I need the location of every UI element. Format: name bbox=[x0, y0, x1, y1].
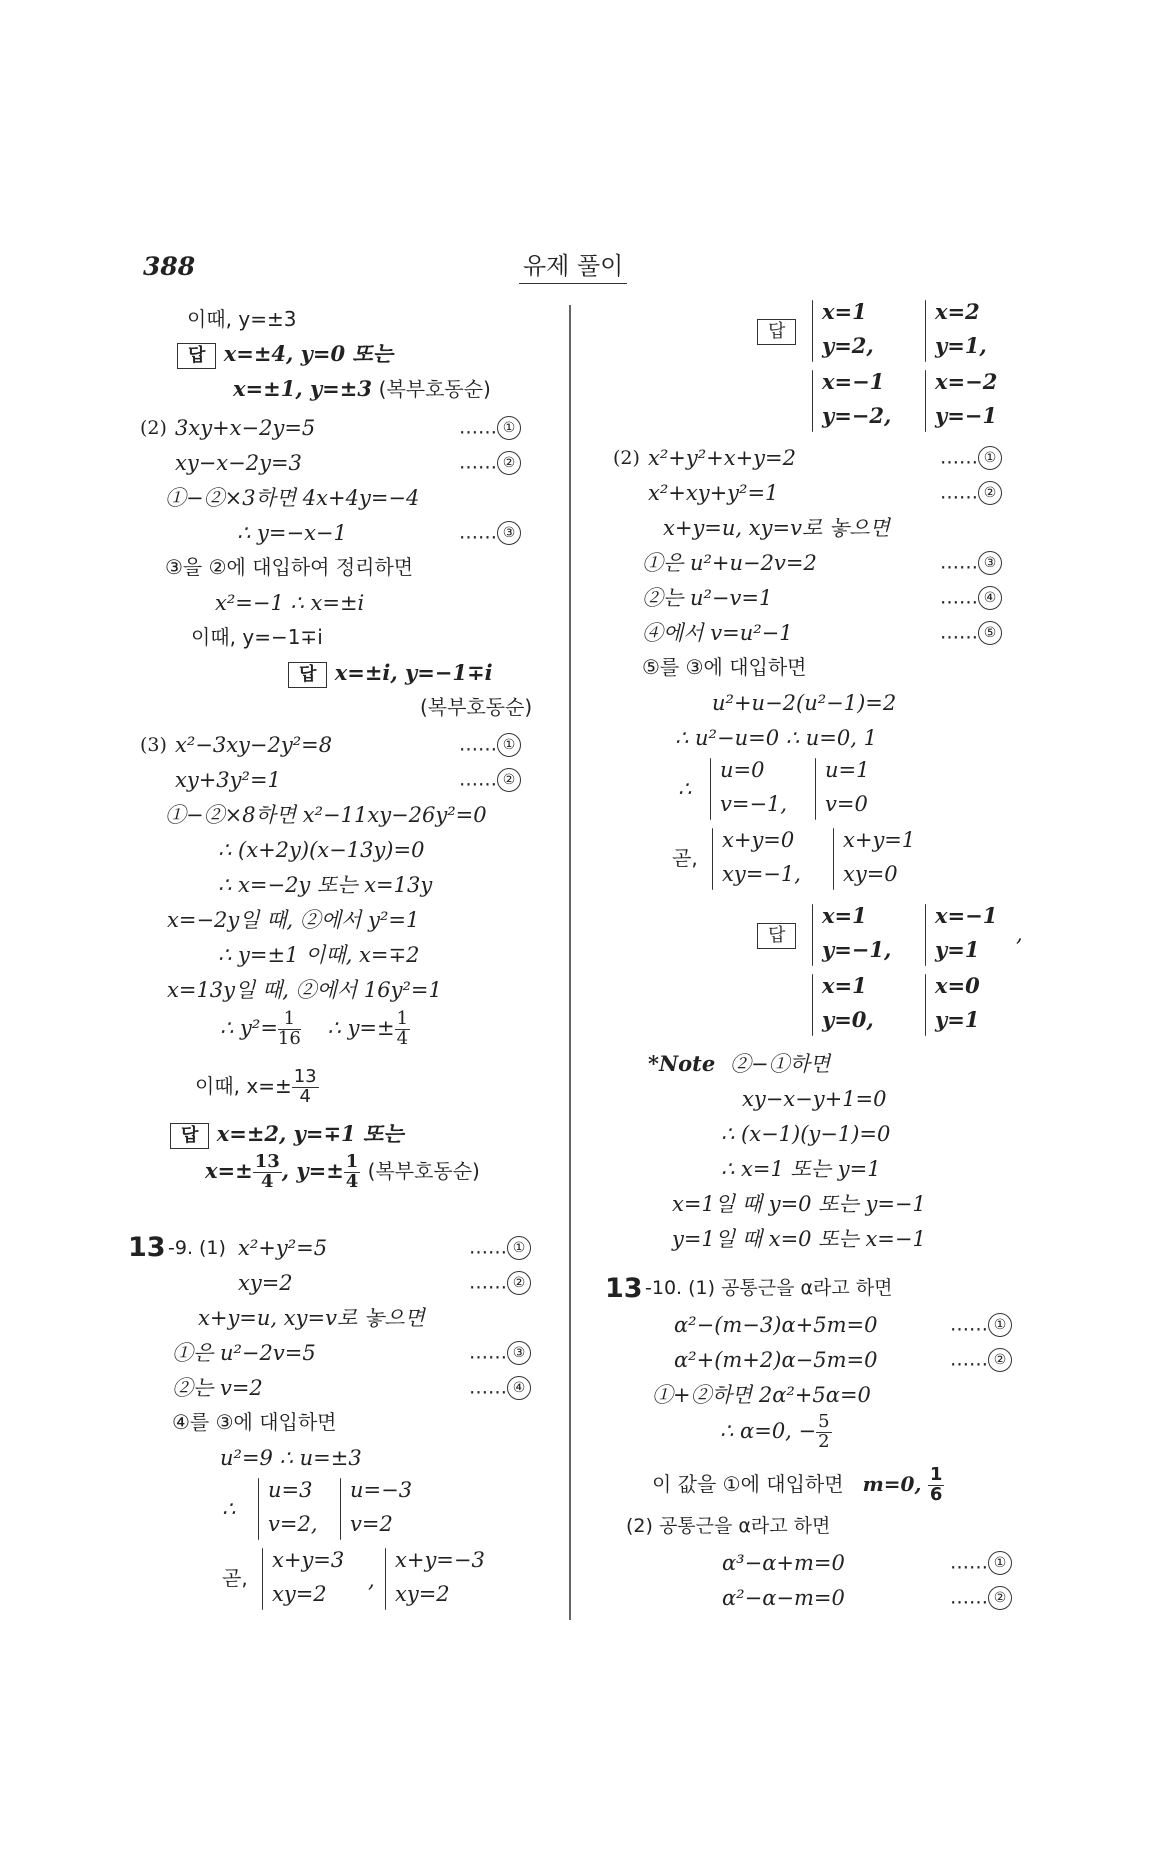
answer-text: x=±1, y=±3 bbox=[233, 376, 372, 401]
eq-tag: …… ② bbox=[459, 451, 521, 475]
line: 곧, bbox=[672, 846, 698, 870]
answer-text: x=±4, y=0 또는 bbox=[223, 341, 393, 366]
equation: x²=−1 ∴ x=±i bbox=[215, 591, 365, 615]
fraction: $\frac{13}{4}$ bbox=[293, 1066, 317, 1107]
comma: , bbox=[368, 1568, 375, 1592]
fraction: $\frac{1}{6}$ bbox=[929, 1464, 943, 1505]
brace bbox=[812, 904, 813, 966]
answer-badge: 답 bbox=[757, 923, 796, 949]
circle-2-icon: ② bbox=[497, 451, 521, 475]
column-divider bbox=[569, 305, 571, 1620]
equation: α²−α−m=0 bbox=[722, 1586, 845, 1610]
equation: 이 값을 ①에 대입하면 m=0, $\frac{1}{6}$ bbox=[652, 1464, 943, 1505]
equation: x²+y²+x+y=2 bbox=[648, 446, 796, 470]
eq-tag: …… ② bbox=[950, 1348, 1012, 1372]
equation: ∴ y=±1 이때, x=∓2 bbox=[218, 943, 420, 967]
circle-4-icon: ④ bbox=[507, 1376, 531, 1400]
equation: ∴ y²= $\frac{1}{16}$ ∴ y=± $\frac{1}{4}$ bbox=[220, 1008, 409, 1049]
circle-1-icon: ① bbox=[497, 733, 521, 757]
system-line: x=−1 bbox=[935, 903, 998, 928]
system-line: xy=2 bbox=[395, 1582, 450, 1606]
brace bbox=[925, 974, 926, 1036]
answer-badge: 답 bbox=[177, 343, 216, 369]
brace bbox=[258, 1478, 259, 1540]
circle-2-icon: ② bbox=[988, 1586, 1012, 1610]
therefore-sign: ∴ bbox=[678, 777, 692, 801]
answer-line bbox=[170, 1122, 404, 1149]
eq-tag: …… ① bbox=[459, 416, 521, 440]
problem-number: 13 bbox=[128, 1232, 166, 1263]
line: ⑤를 ③에 대입하면 bbox=[642, 655, 807, 679]
problem-sub: -9. (1) bbox=[168, 1237, 226, 1259]
equation: ①은 u²+u−2v=2 bbox=[642, 551, 817, 575]
system-line: u=3 bbox=[268, 1478, 313, 1502]
brace bbox=[262, 1548, 263, 1610]
circle-2-icon: ② bbox=[507, 1271, 531, 1295]
line: ④를 ③에 대입하면 bbox=[172, 1410, 337, 1434]
brace bbox=[340, 1478, 341, 1540]
equation: ∴ x=1 또는 y=1 bbox=[721, 1157, 881, 1181]
equation: ①은 u²−2v=5 bbox=[172, 1341, 316, 1365]
fraction: $\frac{1}{4}$ bbox=[345, 1151, 359, 1192]
note-label: *Note bbox=[648, 1051, 716, 1076]
equation: ∴ (x−1)(y−1)=0 bbox=[721, 1122, 891, 1146]
fraction: $\frac{13}{4}$ bbox=[254, 1151, 280, 1192]
therefore-sign: ∴ bbox=[222, 1497, 236, 1521]
equation: ∴ y=−x−1 bbox=[237, 521, 347, 545]
circle-1-icon: ① bbox=[978, 446, 1002, 470]
part-label: (2) bbox=[140, 417, 167, 439]
page-number: 388 bbox=[143, 252, 196, 281]
answer-line bbox=[177, 342, 393, 369]
equation: u²=9 ∴ u=±3 bbox=[220, 1446, 362, 1470]
answer-badge: 답 bbox=[288, 662, 327, 688]
equation: ①−②×8하면 x²−11xy−26y²=0 bbox=[165, 803, 487, 827]
equation: x²−3xy−2y²=8 bbox=[175, 733, 333, 757]
eq-tag: …… ⑤ bbox=[940, 621, 1002, 645]
eq-tag: …… ② bbox=[469, 1271, 531, 1295]
circle-3-icon: ③ bbox=[497, 521, 521, 545]
brace bbox=[812, 370, 813, 432]
equation: α²−(m−3)α+5m=0 bbox=[674, 1313, 878, 1337]
problem-number: 13 bbox=[605, 1273, 643, 1304]
system-line: xy=0 bbox=[843, 862, 898, 886]
system-line: v=2, bbox=[268, 1512, 318, 1536]
brace bbox=[385, 1548, 386, 1610]
system-line: xy=−1, bbox=[722, 862, 801, 886]
equation: ∴ u²−u=0 ∴ u=0, 1 bbox=[675, 726, 877, 750]
brace bbox=[812, 974, 813, 1036]
note-text: (복부호동순) bbox=[420, 695, 533, 719]
equation: 이때, x=± $\frac{13}{4}$ bbox=[195, 1066, 317, 1107]
equation: x²+xy+y²=1 bbox=[648, 481, 779, 505]
part-label: (3) bbox=[140, 734, 167, 756]
system-line: y=1 bbox=[935, 1007, 980, 1032]
circle-4-icon: ④ bbox=[978, 586, 1002, 610]
system-line: x=−1 bbox=[822, 369, 885, 394]
eq-tag: …… ② bbox=[950, 1586, 1012, 1610]
equation: ④에서 v=u²−1 bbox=[642, 621, 793, 645]
eq-tag: …… ③ bbox=[940, 551, 1002, 575]
eq-tag: …… ④ bbox=[940, 586, 1002, 610]
answer-line bbox=[288, 661, 493, 688]
fraction: $\frac{1}{16}$ bbox=[277, 1008, 301, 1049]
brace bbox=[712, 828, 713, 890]
answer-line: x=± $\frac{13}{4}$ , y=± $\frac{1}{4}$ (복부호동순) bbox=[205, 1151, 480, 1192]
answer-text: x=±2, y=∓1 또는 bbox=[216, 1121, 404, 1146]
fraction: $\frac{5}{2}$ bbox=[818, 1411, 830, 1452]
brace bbox=[815, 758, 816, 820]
equation: xy+3y²=1 bbox=[175, 768, 281, 792]
equation: x=1일 때 y=0 또는 y=−1 bbox=[672, 1192, 926, 1216]
system-line: x=0 bbox=[935, 973, 980, 998]
system-line: y=1 bbox=[935, 937, 980, 962]
system-line: x=2 bbox=[935, 299, 980, 324]
line: 이때, y=±3 bbox=[187, 307, 297, 331]
equation: ∴ x=−2y 또는 x=13y bbox=[218, 873, 433, 897]
equation: xy−x−2y=3 bbox=[175, 451, 302, 475]
eq-tag: …… ② bbox=[940, 481, 1002, 505]
answer-line bbox=[233, 377, 491, 401]
part-label: (2) bbox=[613, 447, 640, 469]
equation: xy=2 bbox=[238, 1271, 293, 1295]
equation: y=1일 때 x=0 또는 x=−1 bbox=[672, 1227, 926, 1251]
eq-tag: …… ③ bbox=[459, 521, 521, 545]
system-line: u=0 bbox=[720, 758, 765, 782]
equation: x+y=u, xy=v로 놓으면 bbox=[663, 516, 890, 540]
equation: u²+u−2(u²−1)=2 bbox=[712, 691, 897, 715]
system-line: xy=2 bbox=[272, 1582, 327, 1606]
system-line: y=2, bbox=[822, 333, 874, 358]
answer-badge-wrap bbox=[757, 922, 796, 949]
brace bbox=[925, 370, 926, 432]
equation: 3xy+x−2y=5 bbox=[175, 416, 316, 440]
equation: α²+(m+2)α−5m=0 bbox=[674, 1348, 878, 1372]
equation: xy−x−y+1=0 bbox=[742, 1087, 887, 1111]
fraction: $\frac{1}{4}$ bbox=[396, 1008, 409, 1049]
equation: x²+y²=5 bbox=[238, 1236, 328, 1260]
brace bbox=[710, 758, 711, 820]
running-title: 유제 풀이 bbox=[519, 246, 627, 284]
equation: ∴ (x+2y)(x−13y)=0 bbox=[218, 838, 425, 862]
equation: x=13y일 때, ②에서 16y²=1 bbox=[167, 978, 442, 1002]
equation: x+y=u, xy=v로 놓으면 bbox=[198, 1306, 425, 1330]
note-text: (복부호동순) bbox=[378, 377, 491, 401]
equation: ∴ α=0, − $\frac{5}{2}$ bbox=[720, 1411, 830, 1452]
eq-tag: …… ① bbox=[950, 1313, 1012, 1337]
brace bbox=[833, 828, 834, 890]
equation: ②는 v=2 bbox=[172, 1376, 263, 1400]
circle-1-icon: ① bbox=[507, 1236, 531, 1260]
circle-2-icon: ② bbox=[978, 481, 1002, 505]
line: ③을 ②에 대입하여 정리하면 bbox=[165, 555, 414, 579]
circle-3-icon: ③ bbox=[978, 551, 1002, 575]
brace bbox=[925, 300, 926, 362]
eq-tag: …… ③ bbox=[469, 1341, 531, 1365]
system-line: y=−1, bbox=[822, 937, 892, 962]
system-line: u=1 bbox=[825, 758, 870, 782]
equation: ①+②하면 2α²+5α=0 bbox=[652, 1383, 871, 1407]
system-line: x+y=−3 bbox=[395, 1548, 485, 1572]
system-line: x=1 bbox=[822, 299, 867, 324]
line: 곧, bbox=[222, 1566, 248, 1590]
answer-badge-wrap bbox=[757, 318, 796, 345]
system-line: y=−1 bbox=[935, 403, 998, 428]
system-line: v=0 bbox=[825, 792, 868, 816]
system-line: u=−3 bbox=[350, 1478, 413, 1502]
eq-tag: …… ① bbox=[940, 446, 1002, 470]
equation: ②는 u²−v=1 bbox=[642, 586, 773, 610]
brace bbox=[925, 904, 926, 966]
answer-text: x=±i, y=−1∓i bbox=[334, 660, 493, 685]
system-line: v=2 bbox=[350, 1512, 393, 1536]
system-line: x=−2 bbox=[935, 369, 998, 394]
eq-tag: …… ① bbox=[469, 1236, 531, 1260]
problem-sub: -10. (1) 공통근을 α라고 하면 bbox=[645, 1277, 893, 1299]
circle-2-icon: ② bbox=[988, 1348, 1012, 1372]
eq-tag: …… ① bbox=[950, 1551, 1012, 1575]
circle-1-icon: ① bbox=[988, 1313, 1012, 1337]
system-line: y=1, bbox=[935, 333, 987, 358]
system-line: x=1 bbox=[822, 973, 867, 998]
circle-1-icon: ① bbox=[497, 416, 521, 440]
comma: , bbox=[1016, 922, 1023, 946]
system-line: x+y=1 bbox=[843, 828, 916, 852]
circle-1-icon: ① bbox=[988, 1551, 1012, 1575]
line: 이때, y=−1∓i bbox=[191, 625, 323, 649]
answer-badge: 답 bbox=[757, 319, 796, 345]
eq-tag: …… ② bbox=[459, 768, 521, 792]
system-line: y=−2, bbox=[822, 403, 892, 428]
eq-tag: …… ① bbox=[459, 733, 521, 757]
circle-2-icon: ② bbox=[497, 768, 521, 792]
system-line: x=1 bbox=[822, 903, 867, 928]
brace bbox=[812, 300, 813, 362]
equation: x=−2y일 때, ②에서 y²=1 bbox=[167, 908, 420, 932]
line: (2) 공통근을 α라고 하면 bbox=[626, 1515, 831, 1537]
system-line: x+y=0 bbox=[722, 828, 795, 852]
answer-badge: 답 bbox=[170, 1123, 209, 1149]
circle-3-icon: ③ bbox=[507, 1341, 531, 1365]
equation: ①−②×3하면 4x+4y=−4 bbox=[165, 486, 420, 510]
circle-5-icon: ⑤ bbox=[978, 621, 1002, 645]
eq-tag: …… ④ bbox=[469, 1376, 531, 1400]
system-line: x+y=3 bbox=[272, 1548, 345, 1572]
system-line: y=0, bbox=[822, 1007, 874, 1032]
equation: α³−α+m=0 bbox=[722, 1551, 845, 1575]
equation: ②−①하면 bbox=[730, 1052, 831, 1076]
system-line: v=−1, bbox=[720, 792, 788, 816]
